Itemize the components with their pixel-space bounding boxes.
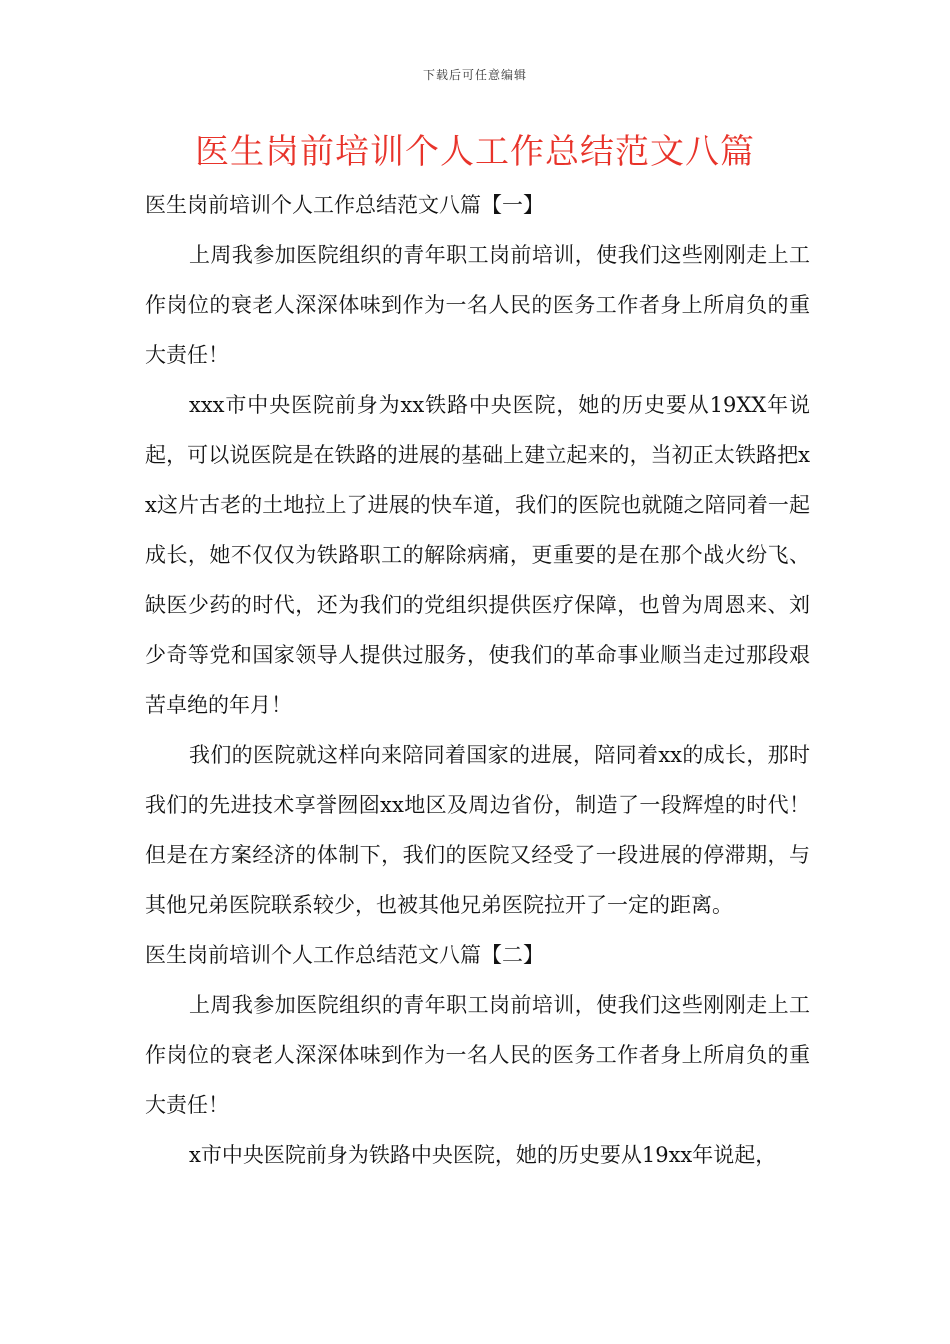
section-1 [145,180,810,930]
document-body [145,180,810,1180]
section-2 [145,930,810,1180]
document-title: 医生岗前培训个人工作总结范文八篇 [195,132,755,172]
section-heading: 医生岗前培训个人工作总结范文八篇【二】 [145,943,544,967]
paragraph: 我们的医院就这样向来陪同着国家的进展，陪同着xx的成长，那时我们的先进技术享誉囫囵xx地区及周边省份，制造了一段辉煌的时代！但是在方案经济的体制下，我们的医院又经受了一段进展的停滞期，与其他兄弟医院联系较少，也被其他兄弟医院拉开了一定的距离。 [145,743,810,917]
paragraph: x市中央医院前身为铁路中央医院，她的历史要从19xx年说起， [189,1143,777,1167]
paragraph: 上周我参加医院组织的青年职工岗前培训，使我们这些刚刚走上工作岗位的衰老人深深体味到作为一名人民的医务工作者身上所肩负的重大责任！ [145,993,810,1117]
paragraph: 上周我参加医院组织的青年职工岗前培训，使我们这些刚刚走上工作岗位的衰老人深深体味到作为一名人民的医务工作者身上所肩负的重大责任！ [145,243,810,367]
paragraph: xxx市中央医院前身为xx铁路中央医院，她的历史要从19XX年说起，可以说医院是在铁路的进展的基础上建立起来的，当初正太铁路把xx这片古老的土地拉上了进展的快车道，我们的医院也就随之陪同着一起成长，她不仅仅为铁路职工的解除病痛，更重要的是在那个战火纷飞、缺医少药的时代，还为我们的党组织提供医疗保障，也曾为周恩来、刘少奇等党和国家领导人提供过服务，使我们的革命事业顺当走过那段艰苦卓绝的年月！ [145,393,810,717]
header-note: 下载后可任意编辑 [422,68,527,82]
section-heading: 医生岗前培训个人工作总结范文八篇【一】 [145,193,544,217]
